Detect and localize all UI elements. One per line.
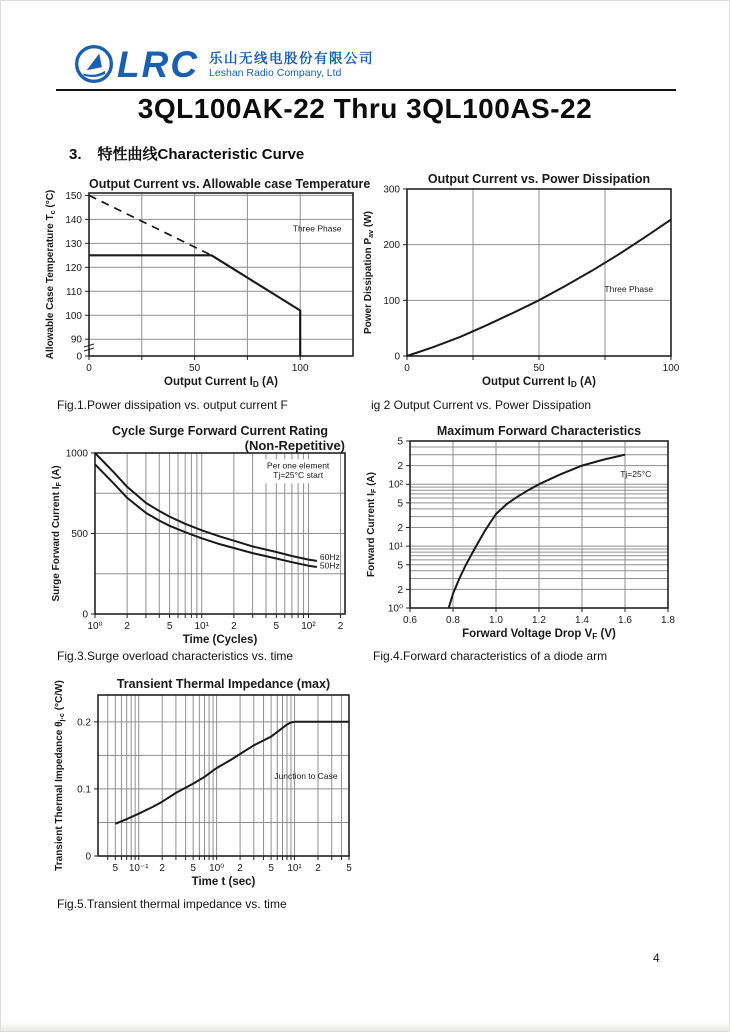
- svg-text:0: 0: [82, 609, 88, 621]
- fig3-title: Cycle Surge Forward Current Rating: [111, 424, 328, 438]
- svg-text:10⁻¹: 10⁻¹: [128, 863, 149, 874]
- svg-text:500: 500: [71, 529, 88, 540]
- svg-text:140: 140: [65, 214, 82, 226]
- svg-text:2: 2: [397, 584, 403, 596]
- fig2-title: Output Current vs. Power Dissipation: [427, 172, 651, 186]
- fig1-y-axis-label: Allowable Case Temperature $T_c$ (°C): [45, 189, 58, 360]
- svg-text:2: 2: [397, 522, 403, 534]
- fig3-subtitle: (Non-Repetitive): [244, 438, 345, 453]
- fig1-plot-border: [89, 193, 353, 356]
- svg-text:0: 0: [76, 351, 82, 363]
- svg-text:Tj=25°C: Tj=25°C: [620, 469, 652, 480]
- svg-text:2: 2: [237, 863, 243, 874]
- svg-text:2: 2: [337, 621, 344, 632]
- svg-text:100: 100: [65, 310, 82, 322]
- svg-text:2: 2: [159, 863, 165, 874]
- fig3-x-axis-label: Time (Cycles): [182, 634, 258, 646]
- svg-text:Three Phase: Three Phase: [604, 283, 654, 294]
- fig1-chart: [41, 185, 371, 390]
- section-title: 特性曲线Characteristic Curve: [97, 146, 305, 163]
- svg-text:0: 0: [86, 363, 92, 374]
- fig2-ticks: [383, 185, 679, 375]
- fig3-annotation: [257, 459, 339, 483]
- svg-text:5: 5: [166, 621, 173, 632]
- fig4-gridlines: [410, 441, 668, 608]
- svg-text:50Hz: 50Hz: [319, 560, 340, 571]
- lrc-logo-icon: [73, 43, 115, 85]
- svg-text:10¹: 10¹: [287, 863, 302, 874]
- svg-text:Junction to Case: Junction to Case: [274, 770, 338, 781]
- svg-text:10²: 10²: [301, 621, 316, 632]
- svg-text:1.6: 1.6: [618, 615, 632, 626]
- company-name-cn: 乐山无线电股份有限公司: [209, 51, 375, 67]
- svg-text:1.8: 1.8: [661, 615, 675, 626]
- fig2-chart: [361, 181, 687, 389]
- fig1-annotation: [293, 223, 342, 233]
- svg-text:10¹: 10¹: [194, 621, 209, 632]
- page-number: 4: [653, 951, 660, 965]
- page-title: 3QL100AK-22 Thru 3QL100AS-22: [137, 93, 593, 124]
- section-heading: [69, 143, 304, 164]
- brand-name: LRC: [117, 43, 200, 85]
- svg-text:2: 2: [231, 621, 237, 632]
- section-number: 3.: [69, 146, 82, 163]
- svg-text:50: 50: [533, 363, 545, 374]
- svg-text:Tj=25°C start: Tj=25°C start: [273, 469, 324, 480]
- company-logo: [73, 43, 374, 85]
- svg-text:1.0: 1.0: [489, 615, 503, 626]
- svg-text:110: 110: [66, 286, 82, 298]
- fig2-y-axis-label: Power Dissipation $P_{av}$ (W): [363, 210, 376, 335]
- svg-text:Per one element: Per one element: [266, 460, 330, 471]
- series-forward-characteristic: [449, 455, 625, 608]
- svg-text:2: 2: [397, 461, 403, 473]
- fig4-caption: Fig.4.Forward characteristics of a diode arm: [373, 649, 608, 663]
- svg-text:10⁰: 10⁰: [387, 603, 403, 615]
- svg-text:100: 100: [383, 295, 400, 307]
- svg-text:100: 100: [662, 363, 680, 374]
- fig4-ticks: [388, 437, 676, 627]
- fig3-caption: Fig.3.Surge overload characteristics vs. time: [57, 649, 294, 663]
- svg-text:130: 130: [65, 238, 82, 250]
- svg-text:5: 5: [268, 863, 274, 874]
- fig2-x-axis-label: Output Current ID (A): [482, 376, 596, 390]
- svg-text:1.2: 1.2: [532, 615, 546, 626]
- fig5-ticks: [77, 717, 352, 874]
- svg-text:5: 5: [397, 498, 403, 510]
- svg-text:150: 150: [65, 190, 82, 202]
- fig1-title: Output Current vs. Allowable case Temperature: [89, 177, 371, 191]
- company-name-en: Leshan Radio Company, Ltd: [209, 67, 342, 80]
- fig1-gridlines: [89, 193, 353, 356]
- svg-text:10⁰: 10⁰: [87, 621, 103, 632]
- fig4-chart: [361, 433, 683, 642]
- svg-text:1.4: 1.4: [575, 615, 589, 626]
- fig1-caption: Fig.1.Power dissipation vs. output current F: [57, 398, 288, 412]
- series-derating-line-dashed: [89, 195, 212, 255]
- fig3-annotation: [320, 561, 340, 571]
- fig4-annotation: [620, 469, 651, 479]
- fig4-title: Maximum Forward Characteristics: [436, 424, 642, 438]
- fig3-chart: [45, 445, 365, 645]
- svg-text:200: 200: [383, 240, 400, 252]
- svg-text:0.2: 0.2: [77, 717, 91, 729]
- svg-text:0.6: 0.6: [403, 615, 417, 626]
- svg-text:5: 5: [397, 560, 403, 572]
- svg-text:300: 300: [383, 184, 400, 196]
- fig3-y-axis-label: Surge Forward Current $I_F$ (A): [51, 465, 64, 602]
- fig5-annotation: [274, 771, 338, 781]
- fig5-y-axis-label: Transient Thermal Impedance $\theta_{j-c}$ (°C/W): [54, 680, 67, 871]
- svg-text:0.8: 0.8: [446, 615, 460, 626]
- svg-text:0: 0: [85, 851, 91, 863]
- fig4-y-axis-label: Forward Current $I_F$ (A): [366, 472, 379, 577]
- svg-text:2: 2: [124, 621, 130, 632]
- fig1-x-axis-label: Output Current ID (A): [164, 376, 278, 390]
- svg-text:5: 5: [112, 863, 119, 874]
- svg-text:2: 2: [315, 863, 321, 874]
- svg-text:5: 5: [397, 436, 403, 448]
- svg-text:90: 90: [70, 334, 82, 346]
- svg-text:Three Phase: Three Phase: [292, 223, 342, 234]
- fig4-x-axis-label: Forward Voltage Drop VF (V): [462, 628, 616, 642]
- svg-text:5: 5: [273, 621, 280, 632]
- fig5-caption: Fig.5.Transient thermal impedance vs. time: [57, 897, 287, 911]
- fig5-x-axis-label: Time t (sec): [191, 876, 256, 888]
- svg-text:0: 0: [404, 363, 410, 374]
- svg-text:60Hz: 60Hz: [319, 552, 340, 563]
- header-divider: [56, 89, 676, 91]
- svg-text:50: 50: [189, 363, 201, 374]
- svg-text:120: 120: [65, 262, 82, 274]
- fig5-title: Transient Thermal Impedance (max): [116, 677, 331, 691]
- svg-text:100: 100: [291, 363, 309, 374]
- fig1-ticks: [65, 191, 309, 374]
- svg-text:0: 0: [394, 351, 400, 363]
- fig2-annotation: [604, 284, 653, 294]
- svg-text:0.1: 0.1: [77, 784, 91, 796]
- svg-text:10²: 10²: [388, 479, 403, 491]
- fig2-caption: ig 2 Output Current vs. Power Dissipation: [371, 398, 592, 412]
- svg-text:10⁰: 10⁰: [209, 863, 225, 874]
- svg-text:5: 5: [190, 863, 196, 874]
- svg-text:1000: 1000: [65, 448, 88, 460]
- fig2-gridlines: [407, 189, 671, 356]
- svg-text:5: 5: [346, 863, 352, 874]
- svg-text:10¹: 10¹: [388, 541, 403, 553]
